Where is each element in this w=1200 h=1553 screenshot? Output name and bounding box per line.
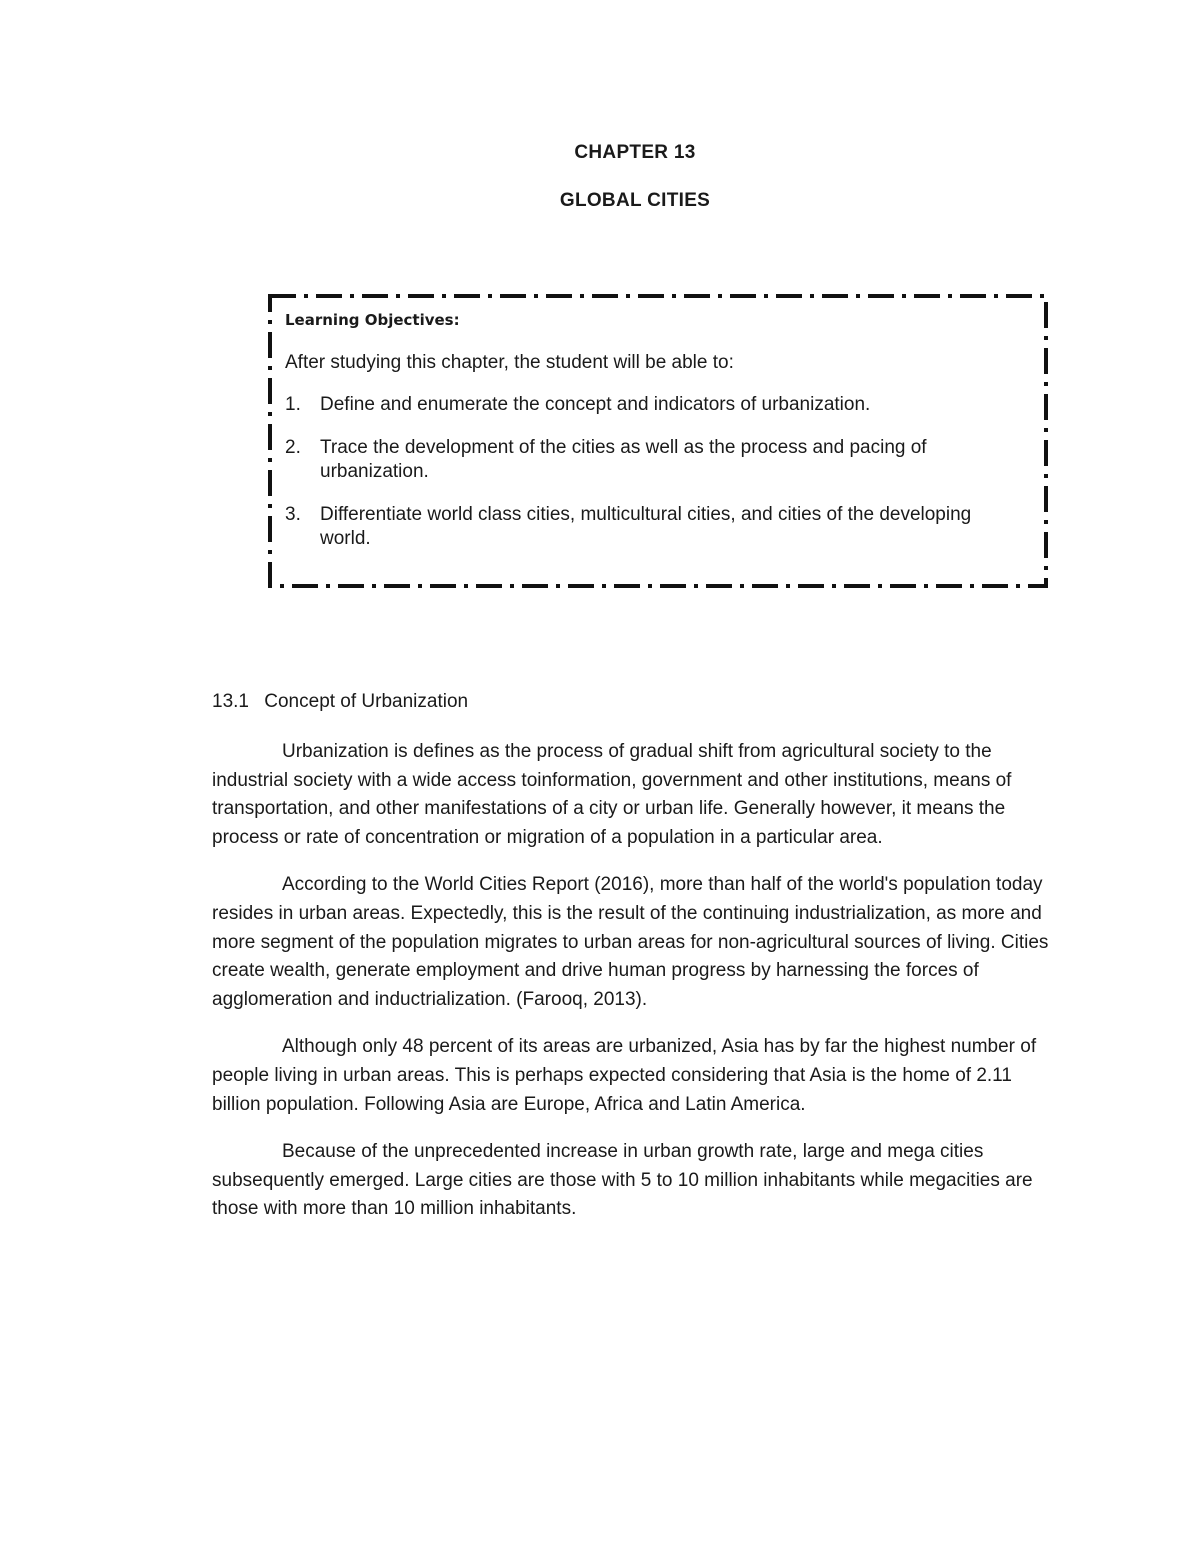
objectives-content [285,308,1025,570]
objective-item [285,393,1025,417]
objective-item [285,503,1025,551]
objective-number: 3. [285,504,301,525]
section-heading [212,691,468,713]
objective-item [285,436,1025,484]
objective-number: 1. [285,394,301,415]
section-body [212,738,1062,1243]
learning-objectives-box [268,294,1048,588]
objective-text: Differentiate world class cities, multicultural cities, and cities of the developing world. [320,504,972,549]
section-title: Concept of Urbanization [264,691,469,712]
objectives-list [285,393,1025,551]
paragraph: Although only 48 percent of its areas are urbanized, Asia has by far the highest number of people living in urban areas. This is perhaps expected considering that Asia is the home of 2.11 billion population. Following Asia are Europe, Africa and Latin America. [212,1036,1037,1115]
objectives-intro: After studying this chapter, the student will be able to: [285,352,734,373]
paragraph: Because of the unprecedented increase in urban growth rate, large and mega cities subsequently emerged. Large cities are those with 5 to 10 million inhabitants while megacities are those with more than 10 million inhabitants. [212,1141,1033,1220]
objective-number: 2. [285,437,301,458]
section-number: 13.1 [212,691,249,712]
chapter-title: GLOBAL CITIES [559,190,711,211]
paragraph: According to the World Cities Report (2016), more than half of the world's population today resides in urban areas. Expectedly, this is the result of the continuing industrialization, as more and more segment of the population migrates to urban areas for non-agricultural sources of living. Cities create wealth, generate employment and drive human progress by harnessing the forces of agglomeration and inductrialization. (Farooq, 2013). [212,874,1049,1010]
paragraph: Urbanization is defines as the process of gradual shift from agricultural society to the industrial society with a wide access toinformation, government and other institutions, means of transportation, and other manifestations of a city or urban life. Generally however, it means the process or rate of concentration or migration of a population in a particular area. [212,741,1012,848]
objective-text: Define and enumerate the concept and indicators of urbanization. [320,394,871,415]
objective-text: Trace the development of the cities as well as the process and pacing of urbanization. [320,437,927,482]
chapter-number: CHAPTER 13 [574,142,696,163]
objectives-heading: Learning Objectives: [285,311,460,329]
